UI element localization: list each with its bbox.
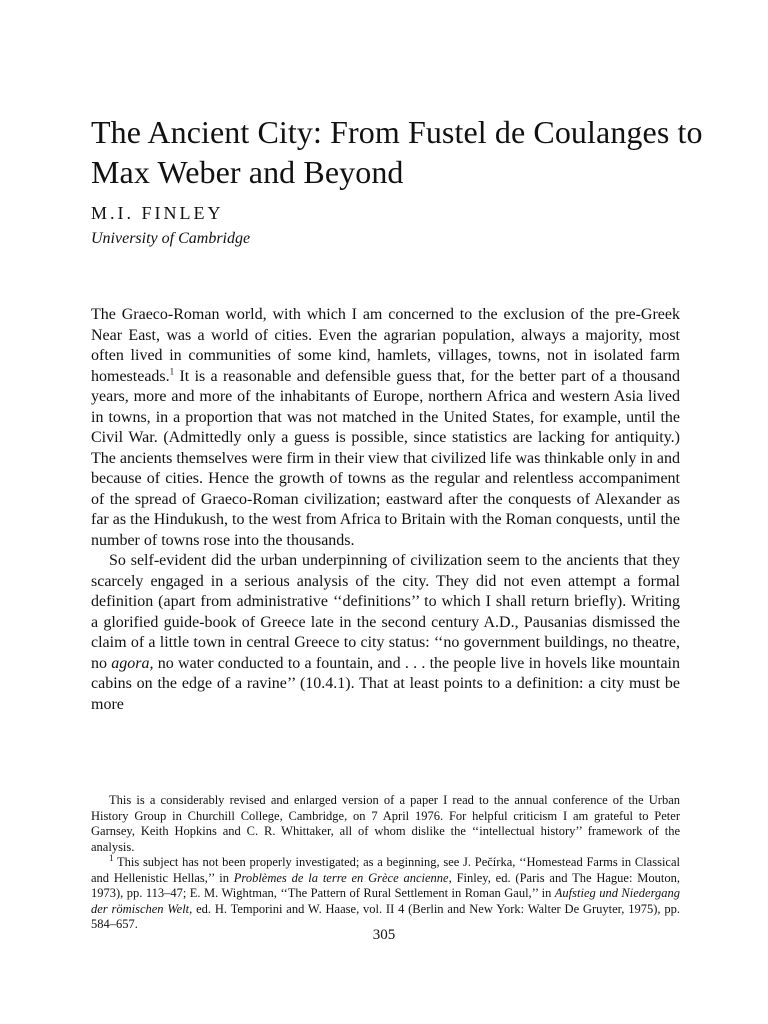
article-title: The Ancient City: From Fustel de Coulanges to Max Weber and Beyond [91, 114, 703, 190]
footnote-1-text-b: Finley, ed. (Paris and The Hague: Mouton, 1973), pp. 113–47; E. M. Wightman, ‘‘The Pattern of Rural Settlement in Roman Gaul,’’ in [91, 870, 680, 900]
footnote-ref-1: 1 [169, 366, 175, 377]
footnote-1-italic-2: Aufstieg und Niedergang der römischen Welt, [91, 886, 680, 916]
page-number: 305 [372, 927, 396, 943]
footnote-1-text-a: This subject has not been properly investigated; as a beginning, see J. Pečírka, ‘‘Homestead Farms in Classical and Hellenistic Hellas,’’ in [91, 855, 680, 885]
paragraph-1-text-a: The Graeco-Roman world, with which I am concerned to the exclusion of the pre-Greek Near East, was a world of cities. Even the agrarian population, always a majority, most often lived in communities of some kind, hamlets, villages, towns, not in isolated farm homesteads. [91, 306, 680, 385]
article-body [91, 305, 680, 715]
paragraph-2-text-b: no water conducted to a fountain, and . . . the people live in hovels like mountain cabins on the edge of a ravine’’ (10.4.1). That at least points to a definition: a city must be more [91, 654, 680, 713]
paragraph-2-italic: agora, [111, 654, 154, 672]
paragraph-2-text-a: So self-evident did the urban underpinning of civilization seem to the ancients that they scarcely engaged in a serious analysis of the city. They did not even attempt a formal definition (apart from administrative ‘‘definitions’’ to which I shall return briefly). Writing a glorified guide-book of Greece late in the second century A.D., Pausanias dismissed the claim of a little town in central Greece to city status: ‘‘no government buildings, no theatre, no [91, 552, 680, 672]
author-name: M.I. FINLEY [91, 203, 224, 223]
footnote-1 [91, 852, 680, 933]
footnote-1-italic-1: Problèmes de la terre en Grèce ancienne, [233, 870, 452, 885]
footnotes [91, 793, 680, 933]
footnote-1-text-c: ed. H. Temporini and W. Haase, vol. II 4 (Berlin and New York: Walter De Gruyter, 1975), pp. 584–657. [91, 901, 680, 931]
footnote-unnumbered: This is a considerably revised and enlarged version of a paper I read to the annual conference of the Urban History Group in Churchill College, Cambridge, on 7 April 1976. For helpful criticism I am grateful to Peter Garnsey, Keith Hopkins and C. R. Whittaker, all of whom dislike the ‘‘intellectual history’’ framework of the analysis. [91, 793, 680, 854]
footnote-1-number: 1 [109, 852, 114, 863]
paragraph-2 [91, 551, 680, 715]
paragraph-1 [91, 305, 680, 551]
author-affiliation: University of Cambridge [91, 230, 251, 247]
paragraph-1-text-b: It is a reasonable and defensible guess that, for the better part of a thousand years, more and more of the inhabitants of Europe, northern Africa and western Asia lived in towns, in a proportion that was not matched in the United States, for example, until the Civil War. (Admittedly only a guess is possible, since statistics are lacking for antiquity.) The ancients themselves were firm in their view that civilized life was thinkable only in and because of cities. Hence the growth of towns as the regular and relentless accompaniment of the spread of Graeco-Roman civilization; eastward after the conquests of Alexander as far as the Hindukush, to the west from Africa to Britain with the Roman conquests, until the number of towns rose into the thousands. [91, 367, 680, 549]
